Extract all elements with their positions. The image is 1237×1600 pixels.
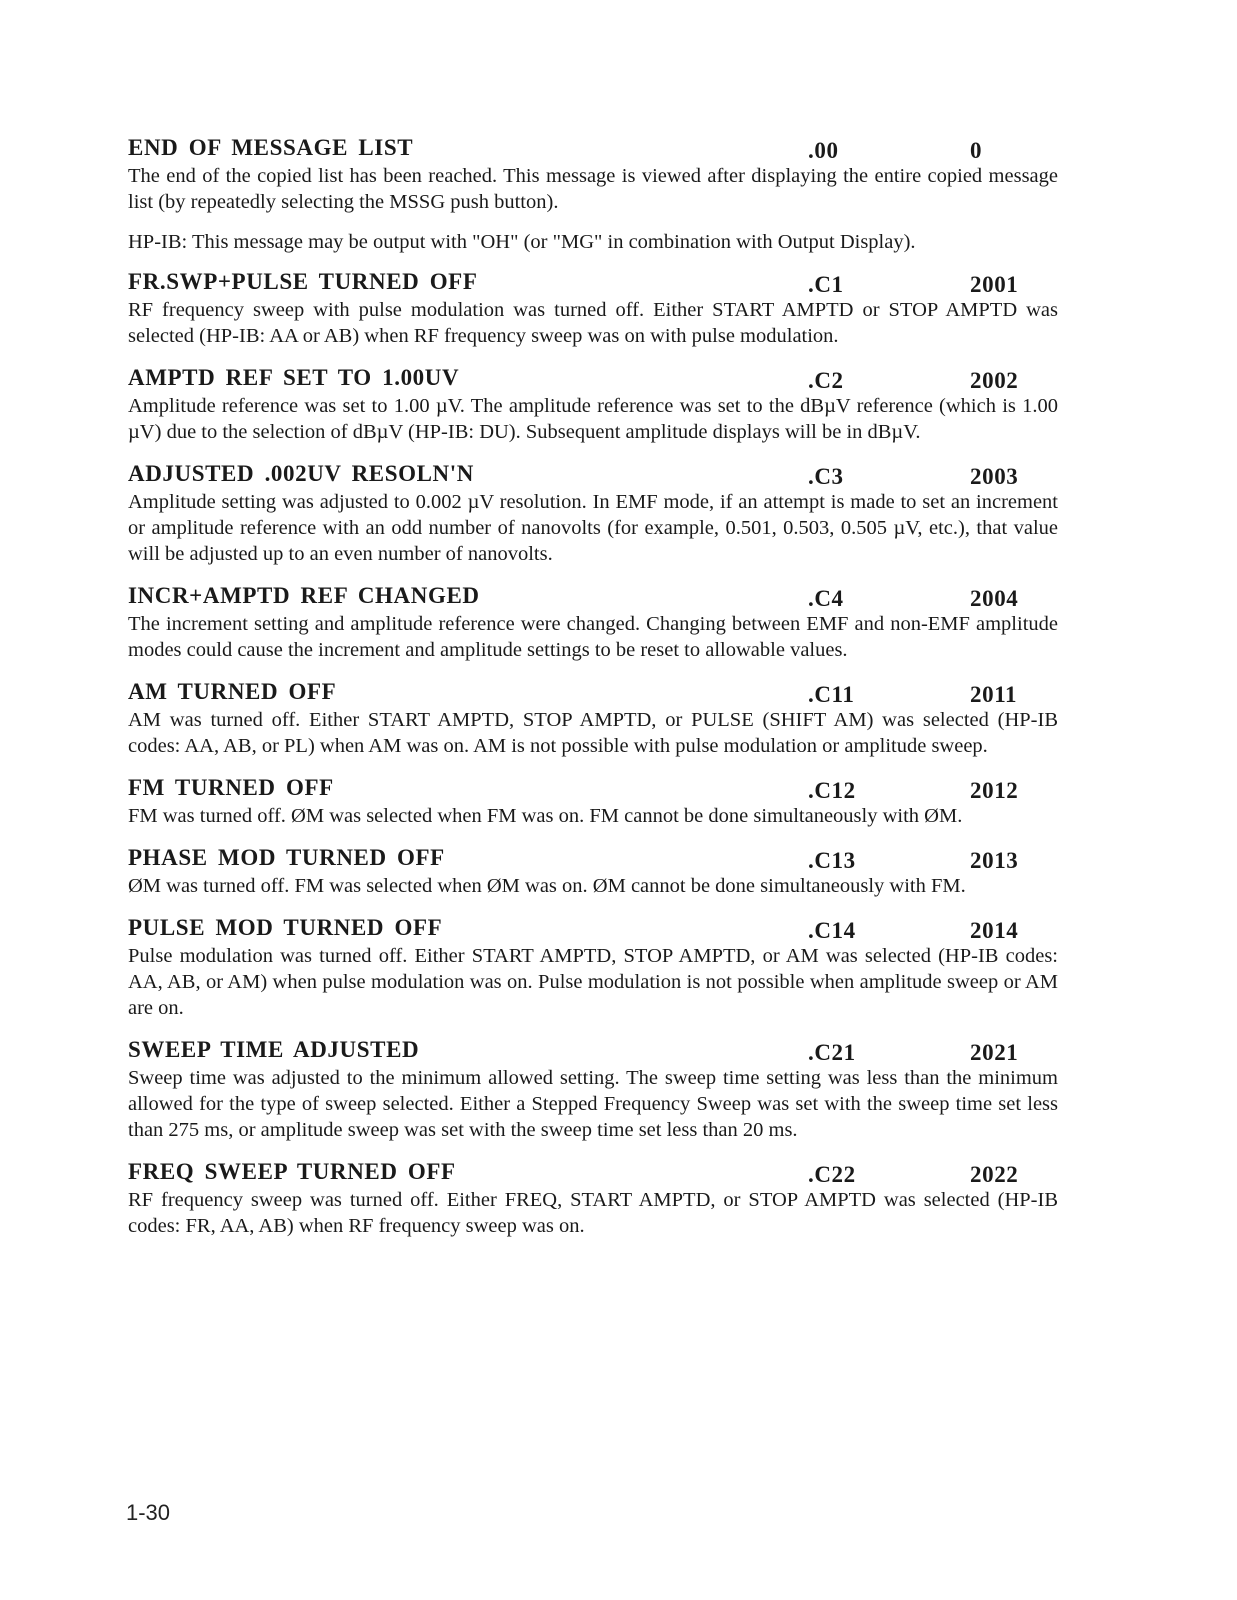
message-title: AM TURNED OFF	[128, 679, 337, 704]
page-number: 1-30	[126, 1500, 171, 1525]
message-description: Amplitude setting was adjusted to 0.002 µV resolution. In EMF mode, if an attempt is made to set an increment or amplitude reference with an odd number of nanovolts (for example, 0.501, 0.503, 0.505 µV, etc.), that value will be adjusted up to an even number of nanovolts.	[128, 491, 1058, 565]
message-code: .C3	[808, 464, 844, 489]
message-code: .00	[808, 138, 839, 163]
message-description: ØM was turned off. FM was selected when ØM was on. ØM cannot be done simultaneously with FM.	[128, 875, 966, 897]
message-description: Amplitude reference was set to 1.00 µV. The amplitude reference was set to the dBµV reference (which is 1.00 µV) due to the selection of dBµV (HP-IB: DU). Subsequent amplitude displays will be in dBµV.	[128, 395, 1058, 443]
message-description: RF frequency sweep was turned off. Either FREQ, START AMPTD, or STOP AMPTD was selected (HP-IB codes: FR, AA, AB) when RF frequency sweep was on.	[128, 1189, 1058, 1237]
message-heading	[128, 1035, 1058, 1065]
message-title: FM TURNED OFF	[128, 775, 334, 800]
message-entry	[128, 363, 1058, 445]
message-code: .C12	[808, 778, 856, 803]
message-number: 2022	[970, 1162, 1019, 1187]
message-heading	[128, 581, 1058, 611]
message-entry	[128, 581, 1058, 663]
message-code: .C22	[808, 1162, 856, 1187]
message-entry	[128, 773, 1058, 829]
message-code: .C4	[808, 586, 844, 611]
message-code: .C21	[808, 1040, 856, 1065]
message-heading	[128, 1157, 1058, 1187]
message-entry	[128, 1035, 1058, 1143]
message-description: Pulse modulation was turned off. Either START AMPTD, STOP AMPTD, or AM was selected (HP-IB codes: AA, AB, or AM) when pulse modulation was on. Pulse modulation is not possible when amplitude sweep or AM are on.	[128, 945, 1058, 1019]
message-description: The increment setting and amplitude reference were changed. Changing between EMF and non-EMF amplitude modes could cause the increment and amplitude settings to be reset to allowable values.	[128, 613, 1058, 661]
message-code: .C1	[808, 272, 844, 297]
message-code: .C2	[808, 368, 844, 393]
message-number: 2012	[970, 778, 1019, 803]
message-code: .C11	[808, 682, 855, 707]
message-code: .C13	[808, 848, 856, 873]
message-title: AMPTD REF SET TO 1.00UV	[128, 365, 460, 390]
message-description: FM was turned off. ØM was selected when FM was on. FM cannot be done simultaneously with ØM.	[128, 805, 963, 827]
message-title: PULSE MOD TURNED OFF	[128, 915, 443, 940]
message-number: 2014	[970, 918, 1019, 943]
message-number: 2002	[970, 368, 1019, 393]
message-heading	[128, 773, 1058, 803]
message-number: 2001	[970, 272, 1019, 297]
message-list	[128, 133, 1058, 1253]
message-title: PHASE MOD TURNED OFF	[128, 845, 445, 870]
message-title: ADJUSTED .002UV RESOLN'N	[128, 461, 474, 486]
message-entry	[128, 133, 1058, 215]
message-heading	[128, 133, 1058, 163]
message-heading	[128, 913, 1058, 943]
message-title: INCR+AMPTD REF CHANGED	[128, 583, 480, 608]
message-number: 2021	[970, 1040, 1019, 1065]
message-number: 0	[970, 138, 983, 163]
message-entry	[128, 843, 1058, 899]
message-title: SWEEP TIME ADJUSTED	[128, 1037, 420, 1062]
message-entry	[128, 1157, 1058, 1239]
message-heading	[128, 267, 1058, 297]
message-entry	[128, 267, 1058, 349]
message-entry	[128, 459, 1058, 567]
message-description: AM was turned off. Either START AMPTD, STOP AMPTD, or PULSE (SHIFT AM) was selected (HP-IB codes: AA, AB, or PL) when AM was on. AM is not possible with pulse modulation or amplitude sweep.	[128, 709, 1058, 757]
message-heading	[128, 363, 1058, 393]
message-description: Sweep time was adjusted to the minimum allowed setting. The sweep time setting was less than the minimum allowed for the type of sweep selected. Either a Stepped Frequency Sweep was set with the sweep time set less than 275 ms, or amplitude sweep was set with the sweep time set less than 20 ms.	[128, 1067, 1058, 1141]
message-number: 2003	[970, 464, 1019, 489]
message-description: The end of the copied list has been reached. This message is viewed after displaying the entire copied message list (by repeatedly selecting the MSSG push button).	[128, 165, 1058, 213]
hpib-note: HP-IB: This message may be output with "OH" (or "MG" in combination with Output Display).	[128, 231, 916, 253]
message-description: RF frequency sweep with pulse modulation was turned off. Either START AMPTD or STOP AMPTD was selected (HP-IB: AA or AB) when RF frequency sweep was on with pulse modulation.	[128, 299, 1058, 347]
message-title: FREQ SWEEP TURNED OFF	[128, 1159, 456, 1184]
message-title: FR.SWP+PULSE TURNED OFF	[128, 269, 478, 294]
message-entry	[128, 677, 1058, 759]
message-title: END OF MESSAGE LIST	[128, 135, 414, 160]
message-number: 2004	[970, 586, 1019, 611]
message-heading	[128, 843, 1058, 873]
message-heading	[128, 677, 1058, 707]
message-code: .C14	[808, 918, 856, 943]
message-entry	[128, 913, 1058, 1021]
message-heading	[128, 459, 1058, 489]
message-number: 2011	[970, 682, 1018, 707]
message-number: 2013	[970, 848, 1019, 873]
